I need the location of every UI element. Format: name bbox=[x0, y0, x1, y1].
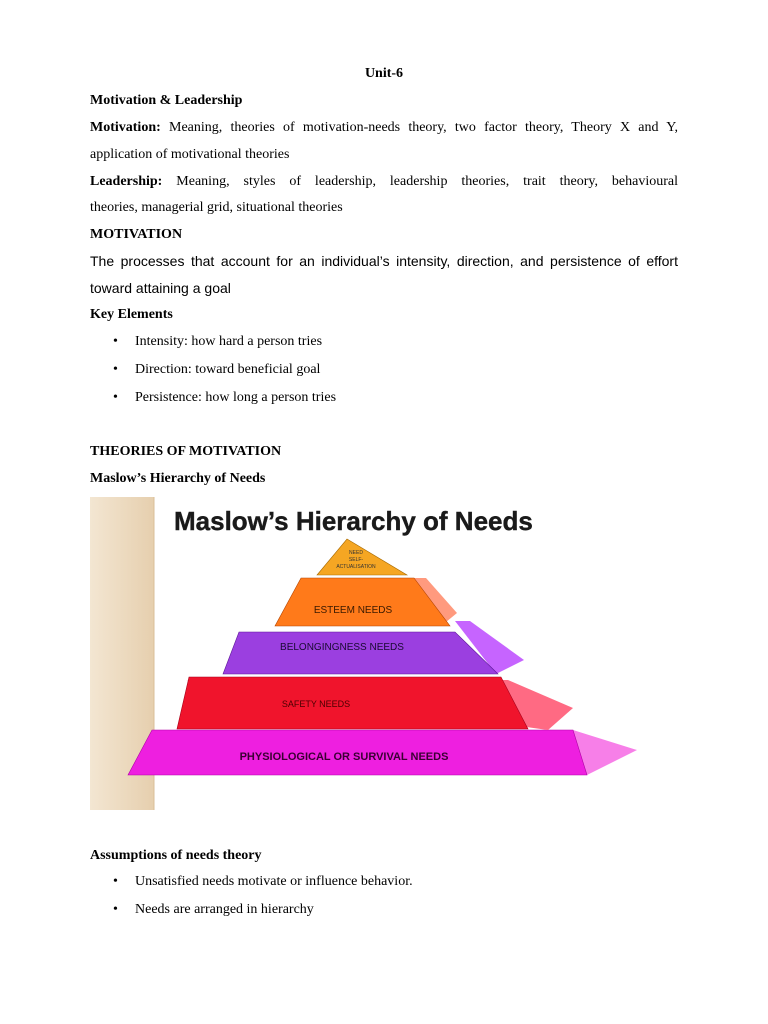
list-item-text: Direction: toward beneficial goal bbox=[135, 362, 321, 377]
definition-line-2: toward attaining a goal bbox=[90, 280, 231, 296]
unit-title: Unit-6 bbox=[364, 66, 404, 81]
list-item bbox=[90, 896, 413, 924]
maslow-pyramid-figure bbox=[90, 497, 650, 810]
list-item bbox=[90, 328, 336, 356]
list-item bbox=[90, 868, 413, 896]
definition-line-1: The processes that account for an individual’s intensity, direction, and persistence of effort bbox=[90, 253, 678, 269]
list-item-text: Intensity: how hard a person tries bbox=[135, 334, 323, 349]
bullet-icon: • bbox=[113, 902, 118, 917]
bullet-icon: • bbox=[113, 874, 118, 889]
bullet-icon: • bbox=[113, 390, 118, 405]
label-physiological: PHYSIOLOGICAL OR SURVIVAL NEEDS bbox=[239, 751, 449, 763]
theories-heading: THEORIES OF MOTIVATION bbox=[90, 444, 282, 459]
label-self-1: NEED bbox=[349, 550, 363, 556]
level-belonging bbox=[223, 632, 498, 674]
motivation-topics-text: Meaning, theories of motivation-needs theory, two factor theory, Theory X and Y, bbox=[169, 120, 679, 135]
list-item bbox=[90, 356, 336, 384]
maslow-pyramid-svg bbox=[90, 497, 650, 810]
key-elements-list bbox=[90, 328, 336, 412]
list-item-text: Unsatisfied needs motivate or influence behavior. bbox=[135, 874, 413, 889]
motivation-heading: MOTIVATION bbox=[90, 227, 183, 242]
label-self-2: SELF- bbox=[348, 557, 364, 563]
list-item-text: Persistence: how long a person tries bbox=[135, 390, 337, 405]
label-safety: SAFETY NEEDS bbox=[281, 699, 351, 709]
list-item-text: Needs are arranged in hierarchy bbox=[135, 902, 314, 917]
pyramid-title: Maslow’s Hierarchy of Needs bbox=[174, 506, 533, 536]
motivation-label: Motivation: bbox=[90, 120, 161, 135]
motivation-topics-line-2: application of motivational theories bbox=[90, 147, 290, 162]
key-elements-heading: Key Elements bbox=[90, 307, 173, 322]
leadership-topics-text: Meaning, styles of leadership, leadership theories, trait theory, behavioural bbox=[176, 174, 679, 189]
label-belonging: BELONGINGNESS NEEDS bbox=[280, 642, 404, 653]
leadership-topics-line-1 bbox=[90, 169, 678, 195]
assumptions-heading: Assumptions of needs theory bbox=[90, 848, 262, 863]
maslow-heading: Maslow’s Hierarchy of Needs bbox=[90, 471, 266, 486]
list-item bbox=[90, 384, 336, 412]
label-self-3: ACTUALISATION bbox=[336, 564, 376, 570]
leadership-topics-line-2: theories, managerial grid, situational theories bbox=[90, 200, 343, 215]
assumptions-list bbox=[90, 868, 413, 924]
motivation-topics-line-1 bbox=[90, 115, 678, 141]
label-esteem: ESTEEM NEEDS bbox=[313, 605, 393, 616]
bullet-icon: • bbox=[113, 362, 118, 377]
level-safety bbox=[177, 677, 528, 729]
heading-motivation-leadership: Motivation & Leadership bbox=[90, 93, 243, 108]
leadership-label: Leadership: bbox=[90, 174, 163, 189]
bullet-icon: • bbox=[113, 334, 118, 349]
